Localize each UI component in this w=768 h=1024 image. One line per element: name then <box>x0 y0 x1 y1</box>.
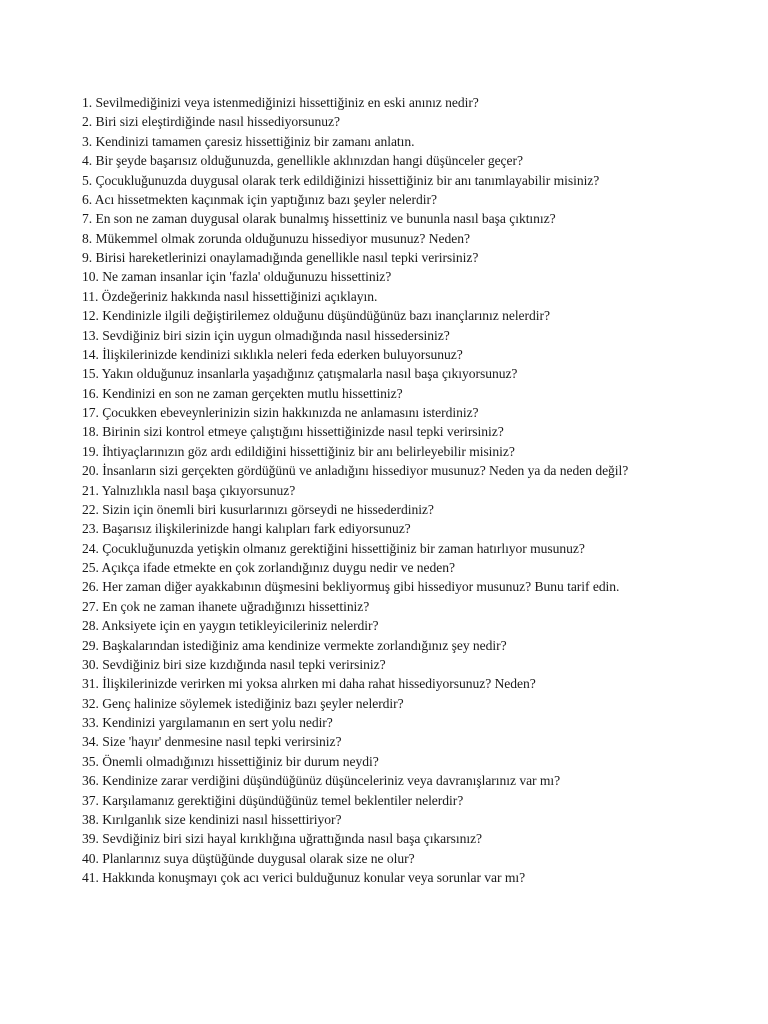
question-39: 39. Sevdiğiniz biri sizi hayal kırıklığına uğrattığında nasıl başa çıkarsınız? <box>82 831 483 847</box>
question-30: 30. Sevdiğiniz biri size kızdığında nasıl tepki verirsiniz? <box>82 656 386 672</box>
question-21: 21. Yalnızlıkla nasıl başa çıkıyorsunuz? <box>82 482 296 498</box>
question-9: 9. Birisi hareketlerinizi onaylamadığında genellikle nasıl tepki verirsiniz? <box>82 250 479 265</box>
question-2: 2. Biri sizi eleştirdiğinde nasıl hissediyorsunuz? <box>82 114 341 130</box>
question-7: 7. En son ne zaman duygusal olarak bunalmış hissettiniz ve bununla nasıl başa çıktınız? <box>82 211 556 227</box>
question-5: 5. Çocukluğunuzda duygusal olarak terk edildiğinizi hissettiğiniz bir anı tanımlayabilir misiniz? <box>82 172 600 188</box>
question-list <box>82 93 642 887</box>
question-23: 23. Başarısız ilişkilerinizde hangi kalıpları fark ediyorsunuz? <box>82 521 411 537</box>
question-41: 41. Hakkında konuşmayı çok acı verici bulduğunuz konular veya sorunlar var mı? <box>82 870 526 885</box>
question-18: 18. Birinin sizi kontrol etmeye çalıştığını hissettiğinizde nasıl tepki verirsiniz? <box>82 424 504 440</box>
question-22: 22. Sizin için önemli biri kusurlarınızı görseydi ne hissederdiniz? <box>82 501 434 517</box>
question-35: 35. Önemli olmadığınızı hissettiğiniz bir durum neydi? <box>82 753 379 769</box>
question-16: 16. Kendinizi en son ne zaman gerçekten mutlu hissettiniz? <box>82 385 403 401</box>
question-25: 25. Açıkça ifade etmekte en çok zorlandığınız duygu nedir ve neden? <box>82 560 455 575</box>
question-6: 6. Acı hissetmekten kaçınmak için yaptığınız bazı şeyler nelerdir? <box>82 191 437 207</box>
question-17: 17. Çocukken ebeveynlerinizin sizin hakkınızda ne anlamasını isterdiniz? <box>82 405 479 420</box>
question-29: 29. Başkalarından istediğiniz ama kendinize vermekte zorlandığınız şey nedir? <box>82 637 507 653</box>
question-14: 14. İlişkilerinizde kendinizi sıklıkla neleri feda ederken buluyorsunuz? <box>82 346 463 362</box>
question-3: 3. Kendinizi tamamen çaresiz hissettiğiniz bir zamanı anlatın. <box>82 133 415 149</box>
question-28: 28. Anksiyete için en yaygın tetikleyicileriniz nelerdir? <box>82 618 379 634</box>
question-1: 1. Sevilmediğinizi veya istenmediğinizi hissettiğiniz en eski anınız nedir? <box>82 95 479 110</box>
question-27: 27. En çok ne zaman ihanete uğradığınızı hissettiniz? <box>82 598 370 614</box>
question-4: 4. Bir şeyde başarısız olduğunuzda, genellikle aklınızdan hangi düşünceler geçer? <box>82 153 523 169</box>
question-11: 11. Özdeğeriniz hakkında nasıl hissettiğinizi açıklayın. <box>82 288 378 304</box>
question-37: 37. Karşılamanız gerektiğini düşündüğünüz temel beklentiler nelerdir? <box>82 792 464 808</box>
question-20: 20. İnsanların sizi gerçekten gördüğünü ve anladığını hissediyor musunuz? Neden ya da neden değil? <box>82 463 629 479</box>
question-12: 12. Kendinizle ilgili değiştirilemez olduğunu düşündüğünüz bazı inançlarınız nelerdir? <box>82 308 550 324</box>
question-8: 8. Mükemmel olmak zorunda olduğunuzu hissediyor musunuz? Neden? <box>82 230 470 246</box>
question-31: 31. İlişkilerinizde verirken mi yoksa alırken mi daha rahat hissediyorsunuz? Neden? <box>82 676 536 692</box>
question-40: 40. Planlarınız suya düştüğünde duygusal olarak size ne olur? <box>82 850 415 866</box>
question-33: 33. Kendinizi yargılamanın en sert yolu nedir? <box>82 715 333 730</box>
question-15: 15. Yakın olduğunuz insanlarla yaşadığınız çatışmalarla nasıl başa çıkıyorsunuz? <box>82 366 518 382</box>
question-34: 34. Size 'hayır' denmesine nasıl tepki verirsiniz? <box>82 734 342 750</box>
question-10: 10. Ne zaman insanlar için 'fazla' olduğunuzu hissettiniz? <box>82 269 392 285</box>
question-36: 36. Kendinize zarar verdiğini düşündüğünüz düşünceleriniz veya davranışlarınız var mı? <box>82 773 561 789</box>
question-19: 19. İhtiyaçlarınızın göz ardı edildiğini hissettiğiniz bir anı belirleyebilir misiniz? <box>82 443 515 459</box>
question-24: 24. Çocukluğunuzda yetişkin olmanız gerektiğini hissettiğiniz bir zaman hatırlıyor musunuz? <box>82 540 585 556</box>
question-26: 26. Her zaman diğer ayakkabının düşmesini bekliyormuş gibi hissediyor musunuz? Bunu tarif edin. <box>82 579 620 595</box>
question-38: 38. Kırılganlık size kendinizi nasıl hissettiriyor? <box>82 811 342 827</box>
question-32: 32. Genç halinize söylemek istediğiniz bazı şeyler nelerdir? <box>82 695 404 711</box>
question-13: 13. Sevdiğiniz biri sizin için uygun olmadığında nasıl hissedersiniz? <box>82 327 450 343</box>
